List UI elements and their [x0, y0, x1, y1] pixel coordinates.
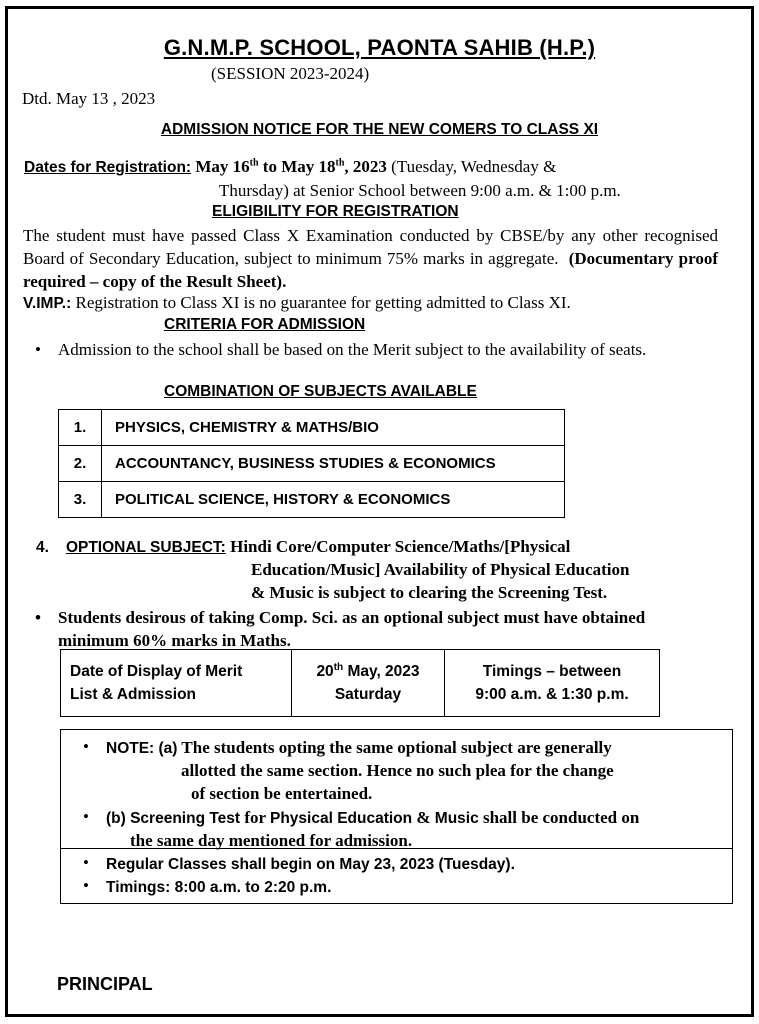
- regular-classes-note: Regular Classes shall begin on May 23, 2023 (Tuesday).: [106, 856, 515, 873]
- comp-sci-bullet: • Students desirous of taking Comp. Sci. as an optional subject must have obtained minimum 60% marks in Maths.: [35, 608, 646, 650]
- combination-subjects: PHYSICS, CHEMISTRY & MATHS/BIO: [102, 410, 565, 446]
- registration-days: (Tuesday, Wednesday &: [391, 157, 557, 176]
- combination-subjects: ACCOUNTANCY, BUSINESS STUDIES & ECONOMICS: [102, 446, 565, 482]
- school-title: G.N.M.P. SCHOOL, PAONTA SAHIB (H.P.): [163, 35, 596, 60]
- registration-label: Dates for Registration:: [24, 159, 192, 176]
- table-row: [59, 446, 565, 482]
- optional-subject-line-3: & Music is subject to clearing the Screening Test.: [251, 583, 608, 602]
- registration-from: May 16th: [195, 157, 259, 176]
- table-row: [61, 650, 660, 717]
- optional-label: OPTIONAL SUBJECT:: [65, 539, 226, 556]
- note-a-line-1: NOTE: (a) The students opting the same optional subject are generally: [106, 738, 612, 757]
- combination-number: 2.: [59, 446, 102, 482]
- eligibility-text: The student must have passed Class X Examination conducted by CBSE/by any other recognised Board of Secondary Education, subject to minimum 75% marks in aggregate. (Documentary proof required – copy of the Result Sheet).: [23, 226, 719, 291]
- optional-subject-line-2: Education/Music] Availability of Physical Education: [251, 560, 630, 579]
- table-row: [59, 410, 565, 446]
- principal-signature: PRINCIPAL: [57, 974, 153, 994]
- vimp-label: V.IMP.:: [23, 295, 72, 312]
- combination-number: 1.: [59, 410, 102, 446]
- table-row: [59, 482, 565, 518]
- notes-box: [60, 729, 733, 904]
- bullet-icon: •: [83, 737, 89, 756]
- eligibility-heading: ELIGIBILITY FOR REGISTRATION: [212, 203, 459, 220]
- subject-combinations-table: [58, 409, 565, 518]
- note-b-line-1: (b) Screening Test for Physical Education & Music shall be conducted on: [106, 808, 640, 827]
- note-b-line-2: the same day mentioned for admission.: [130, 831, 413, 850]
- notes-divider: [61, 848, 732, 849]
- bullet-icon: •: [83, 807, 89, 826]
- merit-display-label: Date of Display of Merit List & Admission: [61, 650, 292, 717]
- registration-line-2: Thursday) at Senior School between 9:00 a.m. & 1:00 p.m.: [219, 181, 621, 200]
- note-a-line-3: of section be entertained.: [191, 784, 373, 803]
- registration-to-word: to: [262, 157, 277, 176]
- merit-list-table: [60, 649, 660, 717]
- optional-subject-line-1: [36, 537, 570, 557]
- registration-to: May 18th, 2023: [281, 157, 387, 176]
- merit-timings: Timings – between 9:00 a.m. & 1:30 p.m.: [445, 650, 660, 717]
- merit-date: 20th May, 2023 Saturday: [292, 650, 445, 717]
- combinations-heading: COMBINATION OF SUBJECTS AVAILABLE: [164, 383, 477, 400]
- bullet-icon: •: [83, 876, 89, 895]
- optional-text: Hindi Core/Computer Science/Maths/[Physical: [230, 537, 571, 556]
- combination-number: 3.: [59, 482, 102, 518]
- criteria-bullet: • Admission to the school shall be based on the Merit subject to the availability of seats.: [35, 340, 647, 359]
- eligibility-proof: (Documentary proof required – copy of the Result Sheet).: [23, 249, 719, 291]
- optional-number: 4.: [36, 539, 49, 556]
- vimp-line: [23, 293, 571, 313]
- bullet-icon: •: [83, 853, 89, 872]
- combination-subjects: POLITICAL SCIENCE, HISTORY & ECONOMICS: [102, 482, 565, 518]
- registration-line-1: [24, 157, 556, 177]
- timings-note: Timings: 8:00 a.m. to 2:20 p.m.: [106, 879, 332, 896]
- note-label: NOTE: (a): [106, 740, 178, 757]
- notice-date: Dtd. May 13 , 2023: [22, 89, 156, 108]
- criteria-heading: CRITERIA FOR ADMISSION: [164, 316, 366, 333]
- notice-heading: ADMISSION NOTICE FOR THE NEW COMERS TO CLASS XI: [160, 121, 599, 138]
- note-a-line-2: allotted the same section. Hence no such plea for the change: [181, 761, 614, 780]
- vimp-text: Registration to Class XI is no guarantee for getting admitted to Class XI.: [75, 293, 571, 312]
- bullet-icon: •: [35, 340, 41, 359]
- session-label: (SESSION 2023-2024): [211, 64, 370, 83]
- bullet-icon: •: [35, 608, 41, 627]
